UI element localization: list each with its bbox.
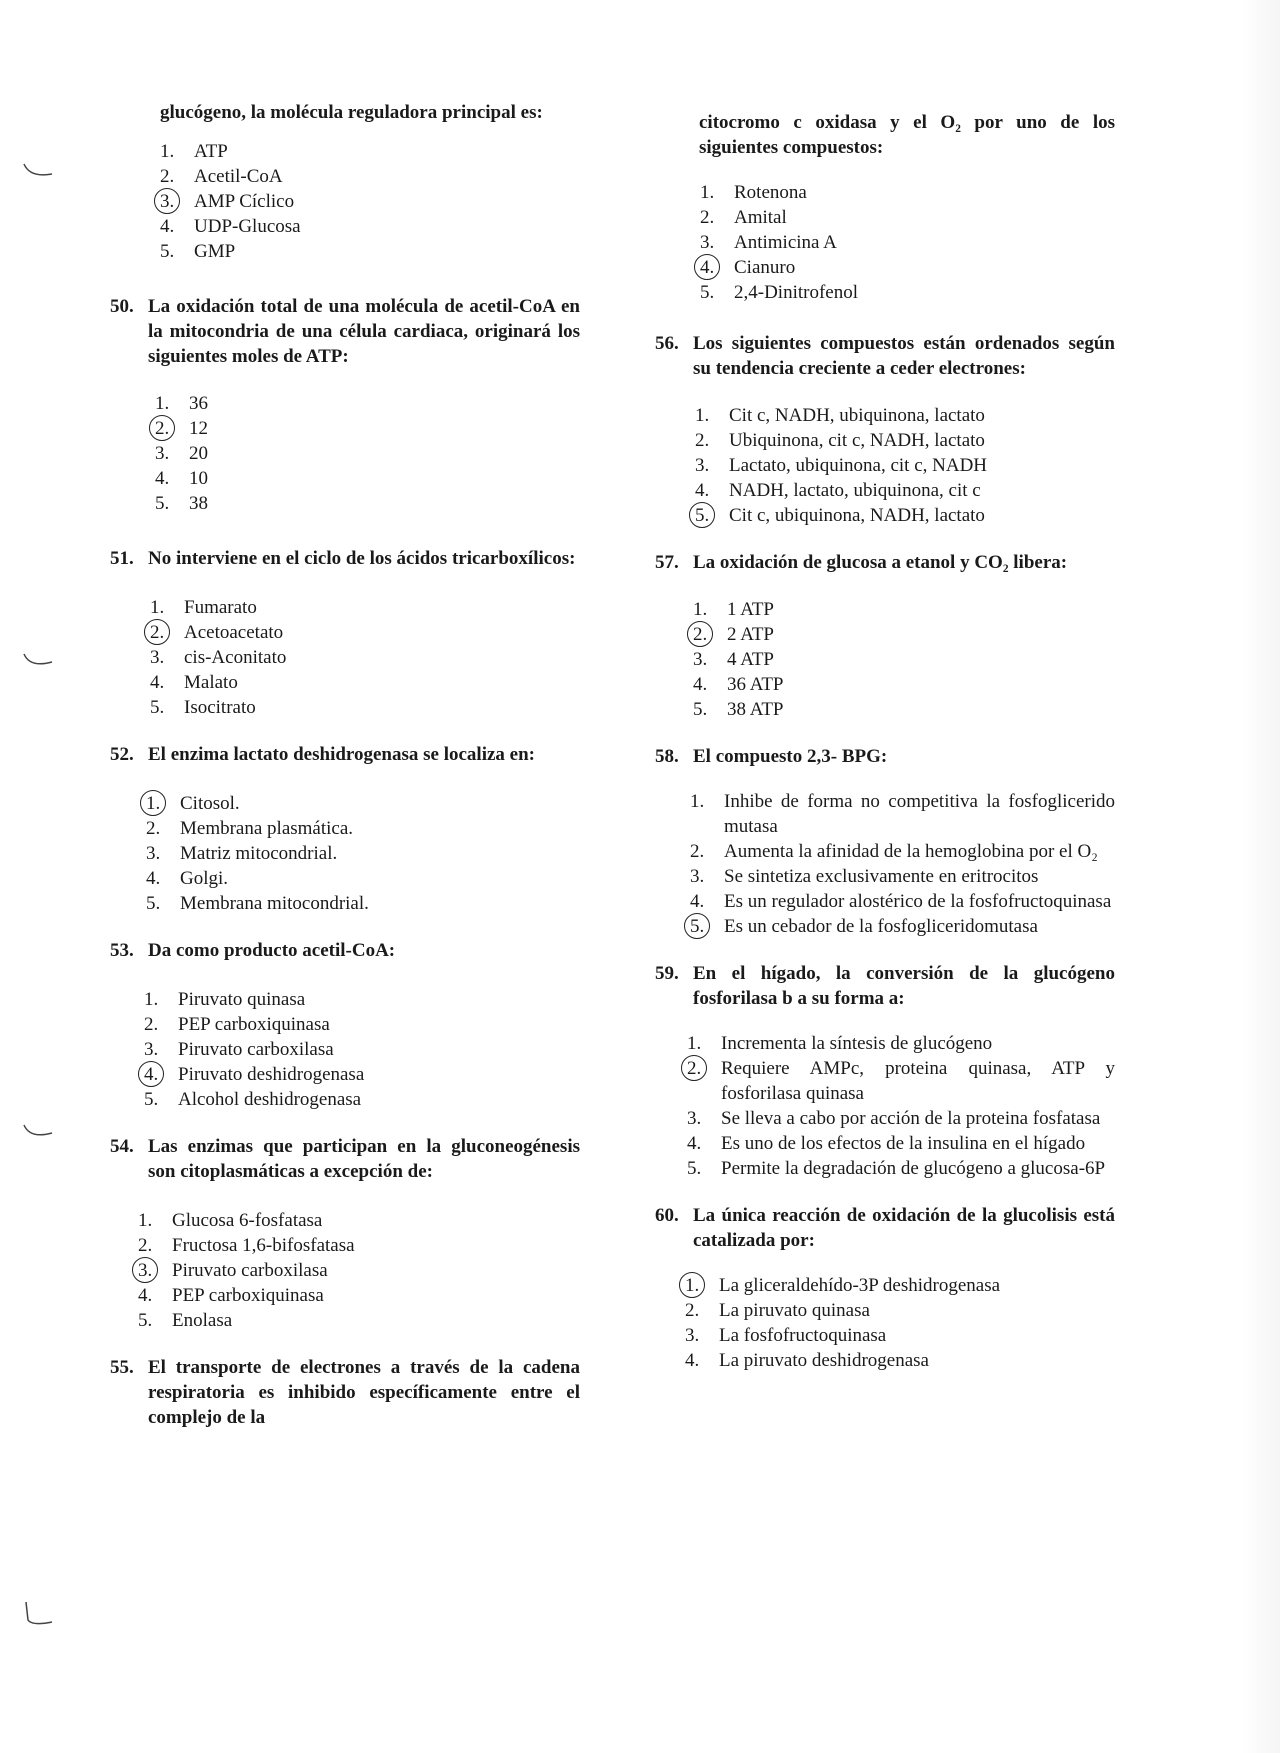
margin-mark [22,652,62,672]
option-text: Piruvato deshidrogenasa [178,1064,365,1085]
option-number: 1. [144,989,159,1010]
answer-option [146,891,580,916]
option-number: 3. [146,843,161,864]
option-number: 2. [695,430,710,451]
option-text: Malato [184,672,238,693]
options-list [138,1208,580,1333]
options-list [155,391,580,516]
option-number: 2. [150,620,184,645]
option-number: 2. [144,1014,159,1035]
option-number: 2. [685,1300,700,1321]
option-text: Cit c, ubiquinona, NADH, lactato [729,505,985,526]
option-text: 36 [189,393,208,414]
option-text: cis-Aconitato [184,647,287,668]
option-number: 1. [687,1033,702,1054]
option-number: 4. [695,480,710,501]
answer-option [144,987,580,1012]
answer-option [160,239,580,264]
options-list [690,789,1115,939]
answer-option [693,672,1115,697]
question-59 [655,961,1115,1181]
option-text: 12 [189,418,208,439]
option-text: Es un cebador de la fosfogliceridomutasa [724,916,1038,937]
question-text: citocromo c oxidasa y el O₂ por uno de los siguientes compuestos: [699,112,1115,158]
options-list [146,791,580,916]
question-text: La oxidación total de una molécula de acetil-CoA en la mitocondria de una célula cardiaca, originará los siguientes moles de ATP: [148,296,580,367]
option-number: 1. [160,141,175,162]
answer-option [690,789,1115,839]
question-number: 57. [655,552,679,573]
question-number: 58. [655,746,679,767]
options-list [687,1031,1115,1181]
answer-option [155,391,580,416]
question-51 [110,546,580,720]
option-text: 20 [189,443,208,464]
answer-option [687,1106,1115,1131]
question-number: 56. [655,333,679,354]
question-number: 55. [110,1357,134,1378]
answer-option [160,214,580,239]
option-text: Incrementa la síntesis de glucógeno [721,1033,993,1054]
option-number: 3. [685,1325,700,1346]
option-text: PEP carboxiquinasa [172,1285,324,1306]
option-text: Amital [734,207,787,228]
answer-option [150,670,580,695]
option-text: Requiere AMPc, proteina quinasa, ATP y fosforilasa quinasa [721,1058,1115,1104]
option-text: Fumarato [184,597,257,618]
question-57 [655,550,1115,722]
answer-option [687,1031,1115,1056]
question-number: 53. [110,940,134,961]
question-number: 51. [110,548,134,569]
answer-option [693,697,1115,722]
option-text: 4 ATP [727,649,774,670]
option-number: 5. [690,914,724,939]
option-text: Piruvato quinasa [178,989,306,1010]
option-number: 1. [146,791,180,816]
answer-option [138,1283,580,1308]
answer-option [155,466,580,491]
option-number: 5. [160,241,175,262]
answer-option-selected [146,791,580,816]
option-number: 5. [146,893,161,914]
answer-option-selected [150,620,580,645]
options-list [700,180,1115,305]
option-text: 2,4-Dinitrofenol [734,282,859,303]
question-text: No interviene en el ciclo de los ácidos tricarboxílicos: [148,548,576,569]
option-number: 4. [687,1133,702,1154]
answer-option [695,428,1115,453]
option-text: La piruvato quinasa [719,1300,870,1321]
option-text: ATP [194,141,228,162]
option-text: 38 ATP [727,699,784,720]
option-number: 4. [138,1285,153,1306]
option-text: Acetil-CoA [194,166,283,187]
option-text: 1 ATP [727,599,774,620]
answer-option [685,1348,1115,1373]
option-number: 5. [144,1089,159,1110]
option-number: 4. [685,1350,700,1371]
margin-mark [22,162,62,182]
option-text: Matriz mitocondrial. [180,843,338,864]
option-number: 1. [700,182,715,203]
option-number: 4. [693,674,708,695]
answer-option-selected [138,1258,580,1283]
question-number: 54. [110,1136,134,1157]
answer-option [146,866,580,891]
answer-option [160,164,580,189]
option-number: 1. [693,599,708,620]
answer-option [693,647,1115,672]
option-text: Inhibe de forma no competitiva la fosfoglicerido mutasa [724,791,1115,837]
question-text: Los siguientes compuestos están ordenados según su tendencia creciente a ceder electrones: [693,333,1115,379]
option-text: Membrana plasmática. [180,818,354,839]
question-number: 60. [655,1205,679,1226]
answer-option-selected [144,1062,580,1087]
answer-option [695,403,1115,428]
option-text: Isocitrato [184,697,256,718]
option-number: 3. [160,189,194,214]
option-text: La gliceraldehído-3P deshidrogenasa [719,1275,1001,1296]
margin-mark [22,1123,62,1143]
answer-option [150,595,580,620]
answer-option [700,230,1115,255]
option-text: 38 [189,493,208,514]
answer-option-selected [155,416,580,441]
option-number: 2. [687,1056,721,1106]
option-number: 5. [695,503,729,528]
question-55 [110,1355,580,1430]
option-number: 4. [700,255,734,280]
option-text: Se sintetiza exclusivamente en eritrocitos [724,866,1039,887]
option-text: 2 ATP [727,624,774,645]
question-number: 52. [110,744,134,765]
option-text: Lactato, ubiquinona, cit c, NADH [729,455,988,476]
question-53 [110,938,580,1112]
option-number: 4. [160,216,175,237]
option-text: Membrana mitocondrial. [180,893,369,914]
answer-option-selected [160,189,580,214]
option-number: 4. [146,868,161,889]
option-number: 3. [150,647,165,668]
answer-option [160,139,580,164]
option-text: PEP carboxiquinasa [178,1014,330,1035]
question-text: La única reacción de oxidación de la glucolisis está catalizada por: [693,1205,1115,1251]
question-number: 59. [655,963,679,984]
option-number: 4. [150,672,165,693]
option-number: 1. [150,597,165,618]
options-list [685,1273,1115,1373]
option-number: 2. [146,818,161,839]
answer-option [155,491,580,516]
question-text: El transporte de electrones a través de la cadena respiratoria es inhibido específicamente entre el complejo de la [148,1357,580,1428]
option-text: NADH, lactato, ubiquinona, cit c [729,480,981,501]
right-column [655,110,1115,1395]
answer-option [695,453,1115,478]
question-text: Las enzimas que participan en la gluconeogénesis son citoplasmáticas a excepción de: [148,1136,580,1182]
option-number: 2. [690,841,705,862]
option-number: 3. [687,1108,702,1129]
answer-option [690,839,1115,864]
question-56 [655,331,1115,528]
question-60 [655,1203,1115,1373]
option-number: 1. [685,1273,719,1298]
question-text: glucógeno, la molécula reguladora principal es: [160,102,543,123]
option-number: 4. [144,1062,178,1087]
option-text: Golgi. [180,868,229,889]
question-text: El enzima lactato deshidrogenasa se localiza en: [148,744,536,765]
answer-option [150,695,580,720]
option-number: 1. [138,1210,153,1231]
options-list [144,987,580,1112]
option-number: 2. [155,416,189,441]
option-number: 3. [690,866,705,887]
option-number: 3. [138,1258,172,1283]
answer-option [146,816,580,841]
option-text: 36 ATP [727,674,784,695]
page-edge [1240,0,1280,1753]
answer-option-selected [693,622,1115,647]
option-text: Citosol. [180,793,240,814]
answer-option [138,1208,580,1233]
option-text: Acetoacetato [184,622,284,643]
option-text: Alcohol deshidrogenasa [178,1089,362,1110]
option-text: Fructosa 1,6-bifosfatasa [172,1235,355,1256]
answer-option [690,889,1115,914]
option-number: 5. [687,1158,702,1179]
answer-option [685,1298,1115,1323]
answer-option [150,645,580,670]
option-number: 2. [700,207,715,228]
question-text: En el hígado, la conversión de la glucógeno fosforilasa b a su forma a: [693,963,1115,1009]
answer-option [138,1308,580,1333]
option-text: Piruvato carboxilasa [172,1260,328,1281]
question-text: Da como producto acetil-CoA: [148,940,396,961]
option-text: Cianuro [734,257,796,278]
option-number: 4. [155,468,170,489]
option-text: Aumenta la afinidad de la hemoglobina por el O₂ [724,841,1098,862]
option-number: 3. [695,455,710,476]
option-number: 2. [160,166,175,187]
option-text: GMP [194,241,236,262]
option-text: Ubiquinona, cit c, NADH, lactato [729,430,985,451]
answer-option [700,205,1115,230]
options-list [160,139,580,264]
question-52 [110,742,580,916]
option-text: AMP Cíclico [194,191,295,212]
answer-option [687,1156,1115,1181]
option-text: Enolasa [172,1310,233,1331]
question-58 [655,744,1115,939]
option-number: 5. [693,699,708,720]
answer-option [685,1323,1115,1348]
option-number: 5. [138,1310,153,1331]
answer-option-selected [685,1273,1115,1298]
option-text: Antimicina A [734,232,837,253]
answer-option [146,841,580,866]
answer-option [695,478,1115,503]
option-number: 3. [693,649,708,670]
options-list [150,595,580,720]
question-54 [110,1134,580,1333]
question-text: La oxidación de glucosa a etanol y CO₂ libera: [693,552,1068,573]
option-text: La fosfofructoquinasa [719,1325,887,1346]
answer-option [144,1012,580,1037]
option-number: 2. [693,622,727,647]
option-text: 10 [189,468,208,489]
options-list [693,597,1115,722]
option-number: 1. [695,405,710,426]
option-number: 5. [155,493,170,514]
question-55-continued [655,110,1115,305]
answer-option [700,280,1115,305]
answer-option [155,441,580,466]
question-50 [110,294,580,516]
option-number: 4. [690,891,705,912]
answer-option [144,1037,580,1062]
option-number: 5. [150,697,165,718]
option-number: 3. [700,232,715,253]
option-number: 2. [138,1235,153,1256]
option-text: UDP-Glucosa [194,216,301,237]
answer-option-selected [700,255,1115,280]
option-text: Cit c, NADH, ubiquinona, lactato [729,405,985,426]
question-49-continued [110,100,580,264]
option-text: Rotenona [734,182,807,203]
option-text: Piruvato carboxilasa [178,1039,334,1060]
answer-option-selected [695,503,1115,528]
left-column [110,100,580,1452]
option-number: 1. [690,791,705,812]
answer-option [144,1087,580,1112]
option-number: 3. [155,443,170,464]
question-text: El compuesto 2,3- BPG: [693,746,888,767]
answer-option-selected [687,1056,1115,1106]
option-text: La piruvato deshidrogenasa [719,1350,929,1371]
option-number: 1. [155,393,170,414]
option-text: Es un regulador alostérico de la fosfofructoquinasa [724,891,1112,912]
option-text: Permite la degradación de glucógeno a glucosa-6P [721,1158,1106,1179]
option-number: 5. [700,282,715,303]
options-list [695,403,1115,528]
option-text: Se lleva a cabo por acción de la proteina fosfatasa [721,1108,1101,1129]
answer-option-selected [690,914,1115,939]
option-text: Es uno de los efectos de la insulina en el hígado [721,1133,1086,1154]
answer-option [138,1233,580,1258]
question-number: 50. [110,296,134,317]
answer-option [693,597,1115,622]
margin-mark [22,1600,62,1630]
option-number: 3. [144,1039,159,1060]
answer-option [700,180,1115,205]
answer-option [687,1131,1115,1156]
option-text: Glucosa 6-fosfatasa [172,1210,323,1231]
answer-option [690,864,1115,889]
